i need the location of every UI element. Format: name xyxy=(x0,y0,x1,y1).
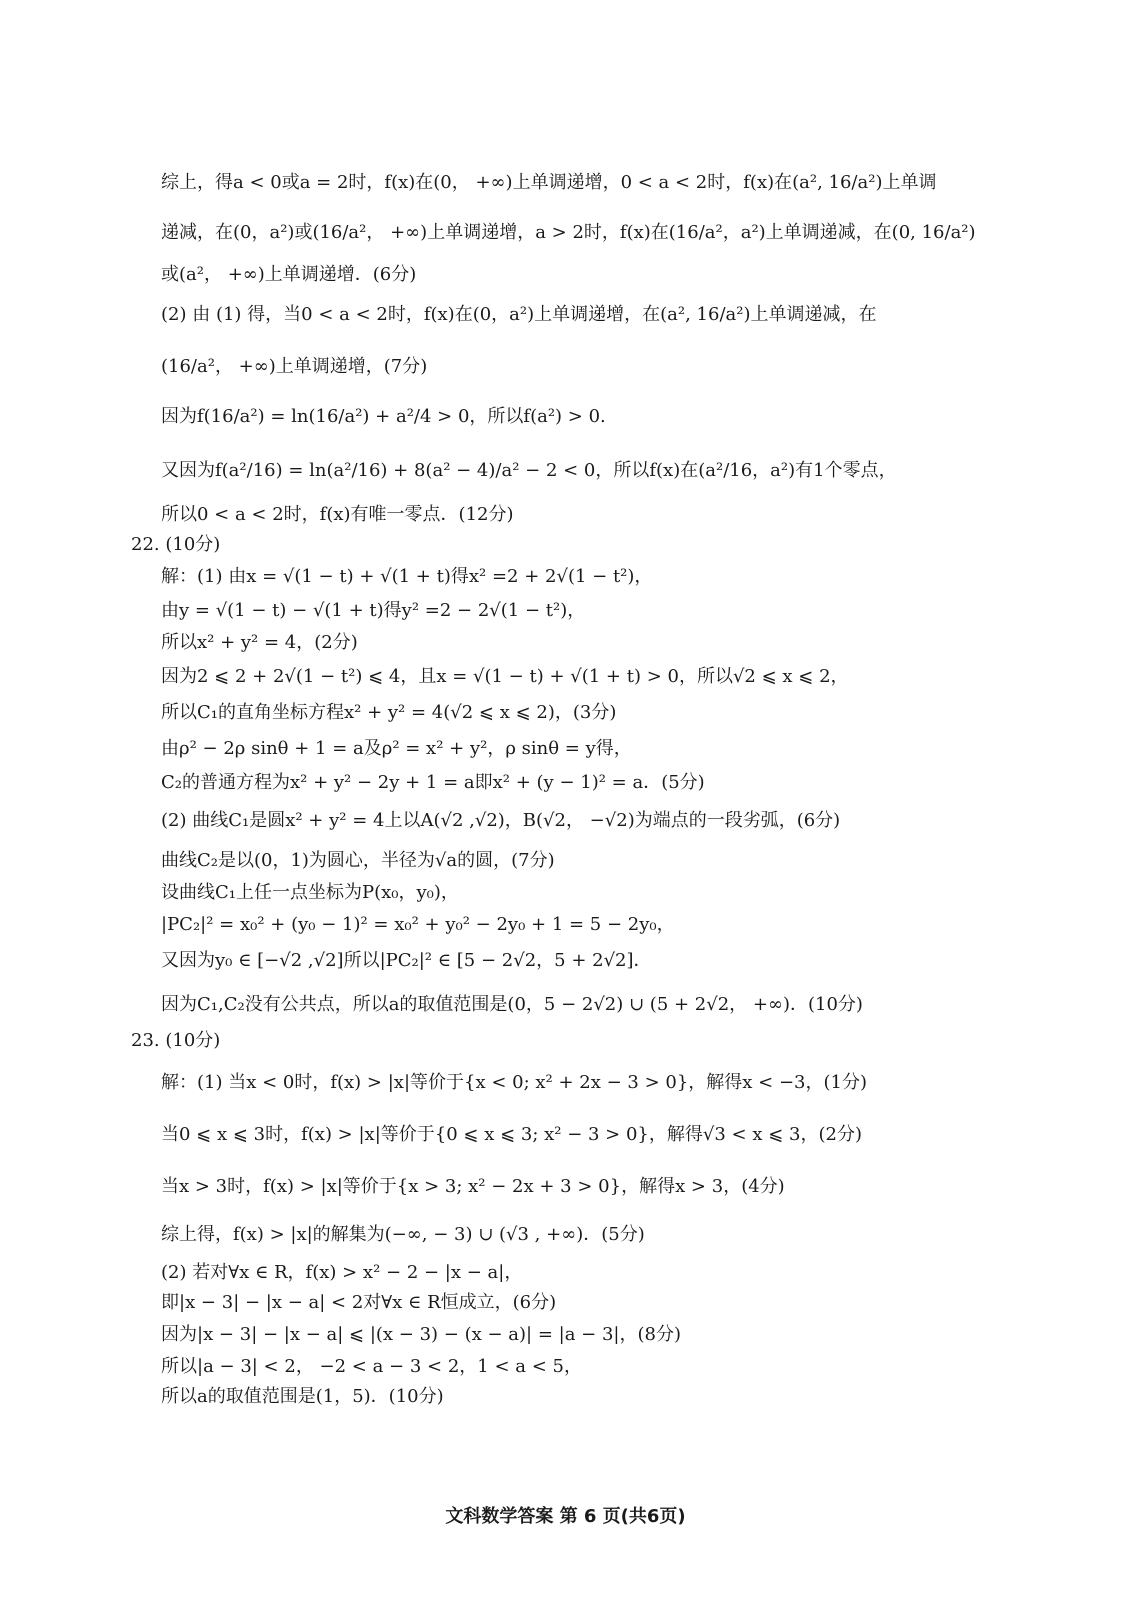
text-line: 解：(1) 由x = √(1 − t) + √(1 + t)得x² =2 + 2√(1 − t²)， xyxy=(161,566,653,587)
text-line: 22. (10分) xyxy=(131,534,221,555)
text-line: 所以x² + y² = 4，(2分) xyxy=(161,632,358,653)
text-line: 当x > 3时，f(x) > |x|等价于{x > 3; x² − 2x + 3 > 0}，解得x > 3，(4分) xyxy=(161,1176,785,1197)
text-line: 综上得，f(x) > |x|的解集为(−∞, − 3) ∪ (√3 , +∞)．(5分) xyxy=(161,1224,645,1245)
text-line: 又因为f(a²/16) = ln(a²/16) + 8(a² − 4)/a² − 2 < 0，所以f(x)在(a²/16，a²)有1个零点， xyxy=(161,460,897,481)
text-line: 又因为y₀ ∈ [−√2 ,√2]所以|PC₂|² ∈ [5 − 2√2，5 + 2√2]． xyxy=(161,950,652,971)
text-line: 因为C₁,C₂没有公共点，所以a的取值范围是(0，5 − 2√2) ∪ (5 + 2√2， +∞)．(10分) xyxy=(161,994,863,1015)
text-line: 即|x − 3| − |x − a| < 2对∀x ∈ R恒成立，(6分) xyxy=(161,1292,557,1313)
text-line: 设曲线C₁上任一点坐标为P(x₀，y₀)， xyxy=(161,882,459,903)
text-line: 解：(1) 当x < 0时，f(x) > |x|等价于{x < 0; x² + 2x − 3 > 0}，解得x < −3，(1分) xyxy=(161,1072,867,1093)
text-line: 综上，得a < 0或a = 2时，f(x)在(0， +∞)上单调递增，0 < a < 2时，f(x)在(a², 16/a²)上单调 xyxy=(161,172,937,193)
text-line: 因为2 ⩽ 2 + 2√(1 − t²) ⩽ 4，且x = √(1 − t) + √(1 + t) > 0，所以√2 ⩽ x ⩽ 2， xyxy=(161,666,849,687)
text-line: 所以0 < a < 2时，f(x)有唯一零点．(12分) xyxy=(161,504,514,525)
text-line: (16/a²， +∞)上单调递增，(7分) xyxy=(161,356,428,377)
text-line: 所以|a − 3| < 2， −2 < a − 3 < 2，1 < a < 5， xyxy=(161,1356,582,1377)
page-footer: 文科数学答案 第 6 页(共6页) xyxy=(445,1506,686,1527)
text-line: 因为|x − 3| − |x − a| ⩽ |(x − 3) − (x − a)| = |a − 3|，(8分) xyxy=(161,1324,681,1345)
text-line: 由y = √(1 − t) − √(1 + t)得y² =2 − 2√(1 − t²)， xyxy=(161,600,586,621)
text-line: 23. (10分) xyxy=(131,1030,221,1051)
text-line: |PC₂|² = x₀² + (y₀ − 1)² = x₀² + y₀² − 2y₀ + 1 = 5 − 2y₀， xyxy=(161,914,675,935)
text-line: (2) 若对∀x ∈ R，f(x) > x² − 2 − |x − a|， xyxy=(161,1262,523,1283)
text-line: 递减，在(0，a²)或(16/a²， +∞)上单调递增，a > 2时，f(x)在(16/a²，a²)上单调递减，在(0, 16/a²) xyxy=(161,222,976,243)
text-line: (2) 由 (1) 得，当0 < a < 2时，f(x)在(0，a²)上单调递增，在(a², 16/a²)上单调递减，在 xyxy=(161,304,877,325)
text-line: 由ρ² − 2ρ sinθ + 1 = a及ρ² = x² + y²，ρ sinθ = y得， xyxy=(161,738,632,759)
text-line: 曲线C₂是以(0，1)为圆心，半径为√a的圆，(7分) xyxy=(161,850,555,871)
text-line: 因为f(16/a²) = ln(16/a²) + a²/4 > 0，所以f(a²) > 0. xyxy=(161,406,606,427)
text-line: C₂的普通方程为x² + y² − 2y + 1 = a即x² + (y − 1)² = a．(5分) xyxy=(161,772,705,793)
text-line: 所以C₁的直角坐标方程x² + y² = 4(√2 ⩽ x ⩽ 2)，(3分) xyxy=(161,702,617,723)
text-line: (2) 曲线C₁是圆x² + y² = 4上以A(√2 ,√2)，B(√2， −√2)为端点的一段劣弧，(6分) xyxy=(161,810,841,831)
text-line: 或(a²， +∞)上单调递增．(6分) xyxy=(161,264,417,285)
text-line: 所以a的取值范围是(1，5)．(10分) xyxy=(161,1386,444,1407)
text-line: 当0 ⩽ x ⩽ 3时，f(x) > |x|等价于{0 ⩽ x ⩽ 3; x² − 3 > 0}，解得√3 < x ⩽ 3，(2分) xyxy=(161,1124,862,1145)
